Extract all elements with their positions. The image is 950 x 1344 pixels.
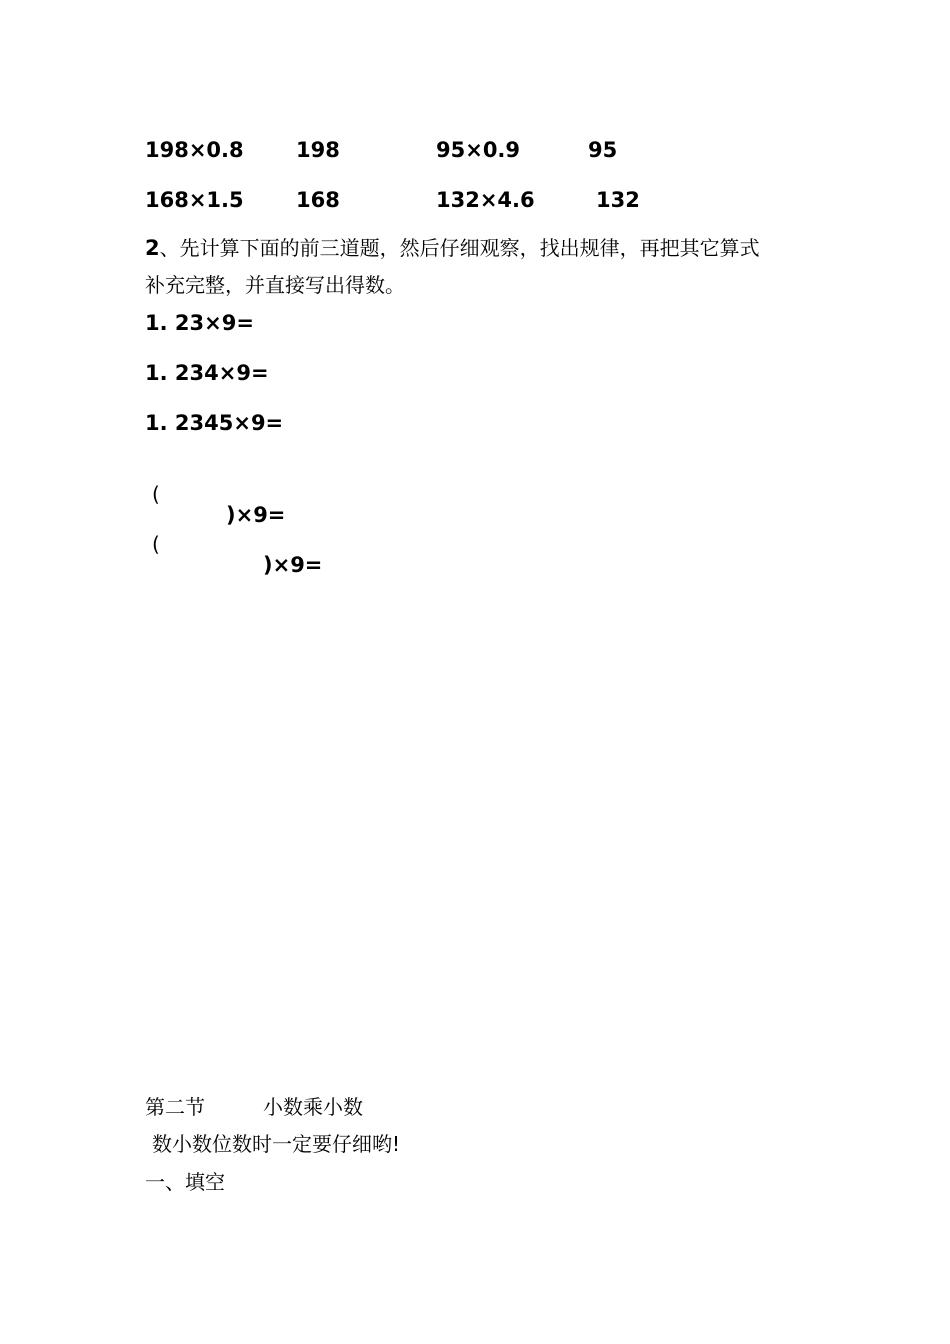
section-title: 第二节 [145, 1095, 205, 1119]
expression-a: 198×0.8 [145, 138, 244, 162]
blank2-suffix: )×9= [263, 553, 323, 577]
blank-line-2 [152, 513, 323, 577]
section-subtitle: 小数乘小数 [263, 1095, 363, 1119]
blank2-open-paren: ( [152, 532, 160, 556]
expression-a: 168×1.5 [145, 188, 244, 212]
expression-c: 132×4.6 [436, 188, 535, 212]
exercise2-instruction [145, 238, 760, 259]
value-d: 132 [596, 188, 640, 212]
blank1-open-paren: ( [152, 482, 160, 506]
expression-c: 95×0.9 [436, 138, 521, 162]
pattern-item-1: 1. 23×9= [145, 311, 254, 335]
blank1-suffix: )×9= [226, 503, 286, 527]
instruction-line1: 、先计算下面的前三道题，然后仔细观察，找出规律，再把其它算式 [159, 236, 760, 260]
value-b: 168 [296, 188, 340, 212]
instruction-line2: 补充完整，并直接写出得数。 [145, 273, 405, 297]
pattern-item-2: 1. 234×9= [145, 361, 269, 385]
exercise2-number: 2 [145, 236, 160, 260]
value-d: 95 [588, 138, 618, 162]
value-b: 198 [296, 138, 340, 162]
section-tip: 数小数位数时一定要仔细哟! [152, 1132, 401, 1156]
part-heading: 一、填空 [145, 1170, 225, 1194]
pattern-item-3: 1. 2345×9= [145, 411, 284, 435]
